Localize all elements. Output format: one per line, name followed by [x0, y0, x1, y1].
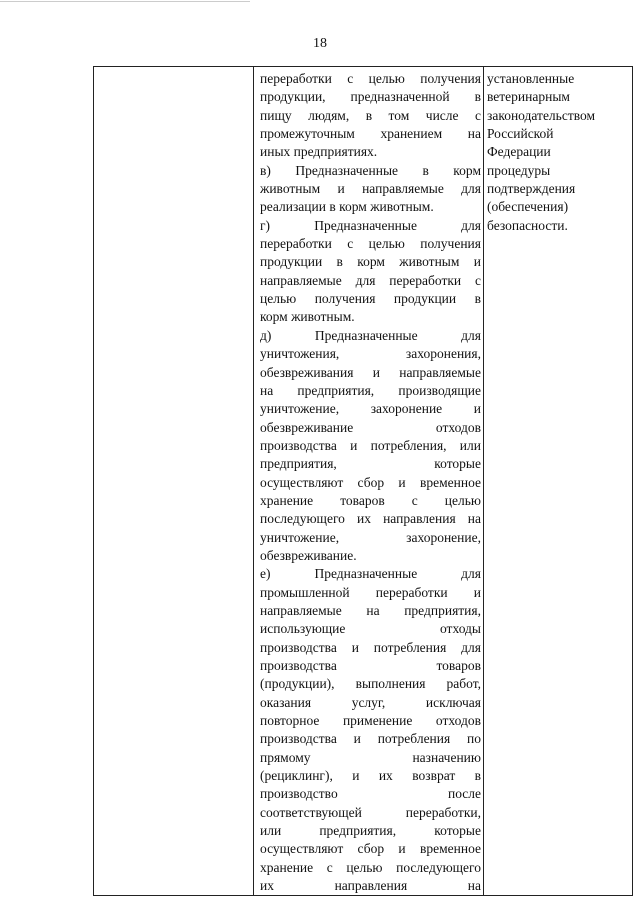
right-text-line: процедуры: [487, 162, 551, 178]
main-text-line: промышленной переработки и: [260, 584, 481, 600]
main-text-line: производства и потребления для: [260, 639, 481, 655]
main-text-line: или предприятия, которые: [260, 823, 481, 839]
main-text-line: животным и направляемые для: [260, 181, 481, 197]
main-text-line: на предприятия, производящие: [260, 382, 481, 398]
right-text-line: подтверждения: [487, 181, 576, 197]
main-text-line: производства товаров: [260, 658, 481, 673]
right-text-line: законодательством: [487, 107, 596, 123]
right-text-line: (обеспечения): [487, 199, 569, 215]
main-text-line: направляемые для переработки с: [260, 272, 481, 288]
main-text-line: осуществляют сбор и временное: [260, 474, 481, 490]
right-text-block: [484, 67, 632, 235]
main-text-line: предприятия, которые: [260, 456, 481, 472]
table-row: [94, 67, 633, 896]
main-text-line: производства и потребления по: [260, 731, 481, 747]
right-text-line: Федерации: [487, 144, 551, 160]
right-text-line: Российской: [487, 126, 554, 142]
main-text-line: осуществляют сбор и временное: [260, 841, 481, 857]
main-text-line: их направления на: [260, 878, 481, 894]
right-text-line: безопасности.: [487, 217, 568, 233]
main-text-block: [254, 67, 483, 895]
main-text-line: уничтожение, захоронение и: [260, 401, 481, 417]
main-text-line: обезвреживание отходов: [260, 419, 481, 435]
table-cell-right-text: [484, 67, 633, 896]
page-number: 18: [313, 36, 327, 51]
main-text-line: (продукции), выполнения работ,: [260, 676, 481, 692]
main-text-line: направляемые на предприятия,: [260, 602, 481, 618]
main-text-line: продукции, предназначенной в: [260, 89, 481, 105]
main-text-line: прямому назначению: [260, 749, 481, 765]
table-cell-first-column: [94, 67, 254, 896]
main-text-line: оказания услуг, исключая: [260, 694, 481, 710]
main-text-line: хранение товаров с целью: [260, 492, 481, 508]
main-text-line: соответствующей переработки,: [260, 804, 481, 820]
main-text-line: е) Предназначенные для: [260, 566, 481, 582]
top-edge-rule: [0, 1, 250, 2]
main-text-line: пищу людям, в том числе с: [260, 107, 481, 123]
main-text-line: (рециклинг), и их возврат в: [260, 768, 481, 784]
main-text-line: г) Предназначенные для: [260, 217, 481, 233]
document-table: [93, 66, 633, 896]
main-text-line: реализации в корм животным.: [260, 199, 434, 215]
main-text-line: д) Предназначенные для: [260, 327, 481, 343]
main-text-line: переработки с целью получения: [260, 236, 481, 252]
main-text-line: последующего их направления на: [260, 511, 481, 527]
main-text-line: производство после: [260, 786, 481, 802]
table-cell-main-text: [254, 67, 484, 896]
main-text-line: в) Предназначенные в корм: [260, 162, 481, 178]
main-text-line: обезвреживания и направляемые: [260, 364, 481, 380]
main-text-line: промежуточным хранением на: [260, 126, 481, 142]
main-text-line: иных предприятиях.: [260, 144, 378, 160]
main-text-line: повторное применение отходов: [260, 713, 481, 729]
main-text-line: производства и потребления, или: [260, 437, 481, 453]
main-text-line: продукции в корм животным и: [260, 254, 481, 270]
main-text-line: переработки с целью получения: [260, 71, 481, 86]
main-text-line: целью получения продукции в: [260, 291, 481, 307]
main-text-line: корм животным.: [260, 309, 355, 325]
main-text-line: уничтожения, захоронения,: [260, 346, 481, 362]
right-text-line: установленные: [487, 71, 575, 86]
main-text-line: хранение с целью последующего: [260, 859, 481, 875]
main-text-line: обезвреживание.: [260, 547, 357, 563]
main-text-line: уничтожение, захоронение,: [260, 529, 481, 545]
right-text-line: ветеринарным: [487, 89, 570, 105]
main-text-line: использующие отходы: [260, 621, 481, 637]
